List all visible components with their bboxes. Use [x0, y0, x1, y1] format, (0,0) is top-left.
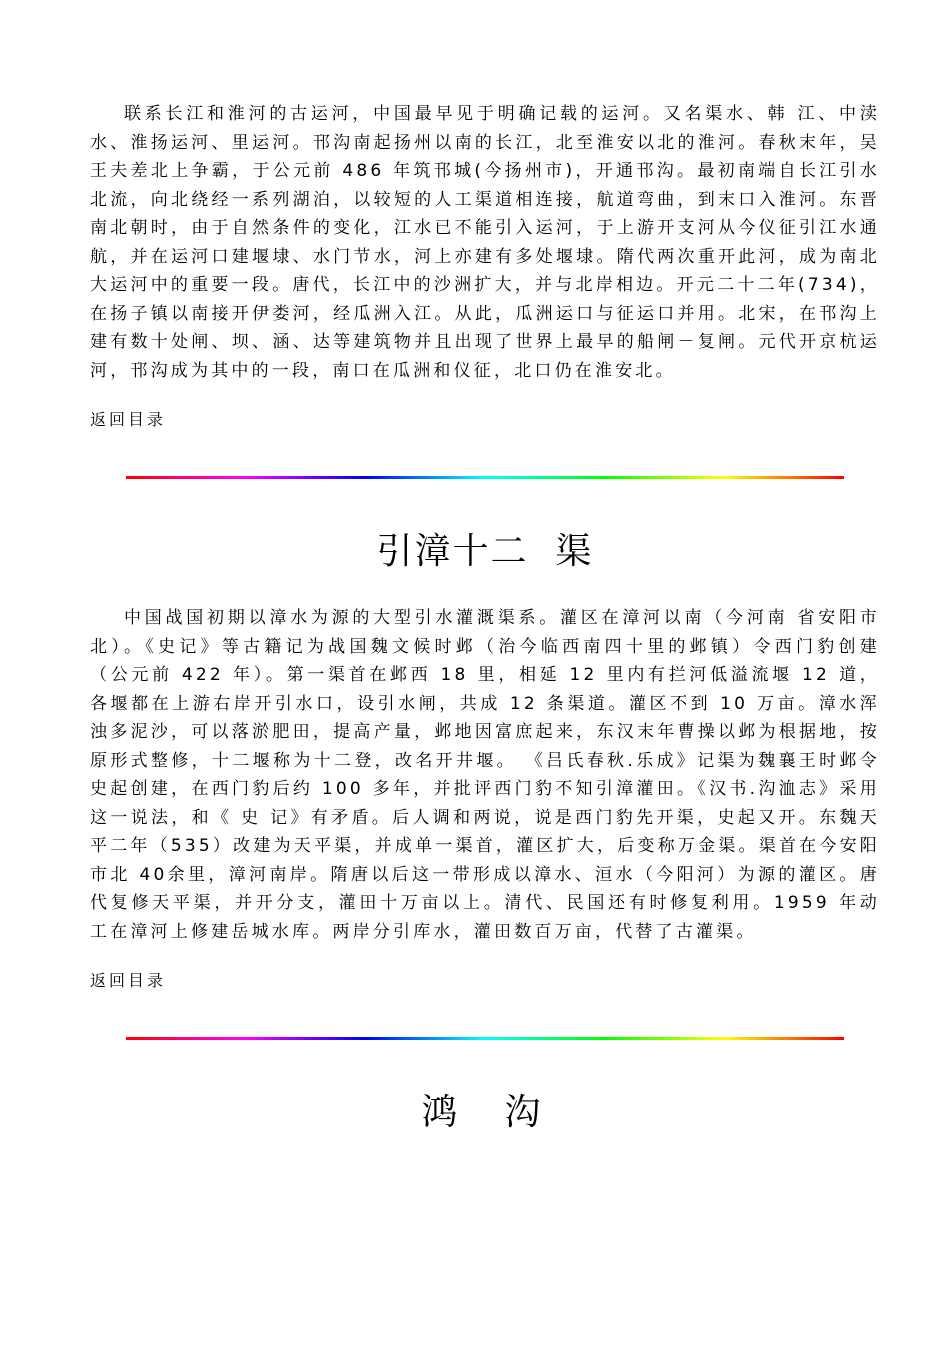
back-to-contents-link[interactable]: 返回目录: [90, 410, 167, 429]
section-title-zhang-canals: 引漳十二 渠: [376, 531, 594, 572]
rainbow-divider: [126, 476, 844, 479]
zhang-canals-paragraph: 中国战国初期以漳水为源的大型引水灌溉渠系。灌区在漳河以南（今河南 省安阳市北）。《史记》等古籍记为战国魏文候时邺（治今临西南四十里的邺镇）令西门豹创建（公元前 422 年）。第一渠首在邺西 18 里，相延 12 里内有拦河低溢流堰 12 道，各堰都在上游右岸开引水口，设引水闸，共成 12 条渠道。灌区不到 10 万亩。漳水浑浊多泥沙，可以落淤肥田，提高产量，邺地因富庶起来，东汉末年曹操以邺为根据地，按原形式整修，十二堰称为十二登，改名开井堰。 《吕氏春秋.乐成》记渠为魏襄王时邺令史起创建，在西门豹后约 100 多年，并批评西门豹不知引漳灌田。《汉书.沟洫志》采用这一说法，和《 史 记》有矛盾。后人调和两说，说是西门豹先开渠，史起又开。东魏天平二年（535）改建为天平渠，并成单一渠首，灌区扩大，后变称万金渠。渠首在今安阳市北 40余里，漳河南岸。隋唐以后这一带形成以漳水、洹水（今阳河）为源的灌区。唐代复修天平渠，并开分支，灌田十万亩以上。清代、民国还有时修复利用。1959 年动工在漳河上修建岳城水库。两岸分引库水，灌田数百万亩，代替了古灌渠。: [90, 608, 880, 942]
rainbow-divider: [126, 1037, 844, 1040]
section-title-honggou: 鸿 沟: [421, 1092, 549, 1133]
han-canal-paragraph: 联系长江和淮河的古运河，中国最早见于明确记载的运河。又名渠水、韩 江、中渎水、淮扬运河、里运河。邗沟南起扬州以南的长江，北至淮安以北的淮河。春秋末年，吴王夫差北上争霸，于公元前 486 年筑邗城(今扬州市)，开通邗沟。最初南端自长江引水北流，向北绕经一系列湖泊，以较短的人工渠道相连接，航道弯曲，到末口入淮河。东晋南北朝时，由于自然条件的变化，江水已不能引入运河，于上游开支河从今仪征引江水通航，并在运河口建堰埭、水门节水，河上亦建有多处堰埭。隋代两次重开此河，成为南北大运河中的重要一段。唐代，长江中的沙洲扩大，并与北岸相边。开元二十二年(734)，在扬子镇以南接开伊娄河，经瓜洲入江。从此，瓜洲运口与征运口并用。北宋，在邗沟上建有数十处闸、坝、涵、达等建筑物并且出现了世界上最早的船闸－复闸。元代开京杭运河，邗沟成为其中的一段，南口在瓜洲和仪征，北口仍在淮安北。: [90, 104, 880, 381]
document-page: [90, 100, 880, 1135]
back-to-contents-link[interactable]: 返回目录: [90, 971, 167, 990]
